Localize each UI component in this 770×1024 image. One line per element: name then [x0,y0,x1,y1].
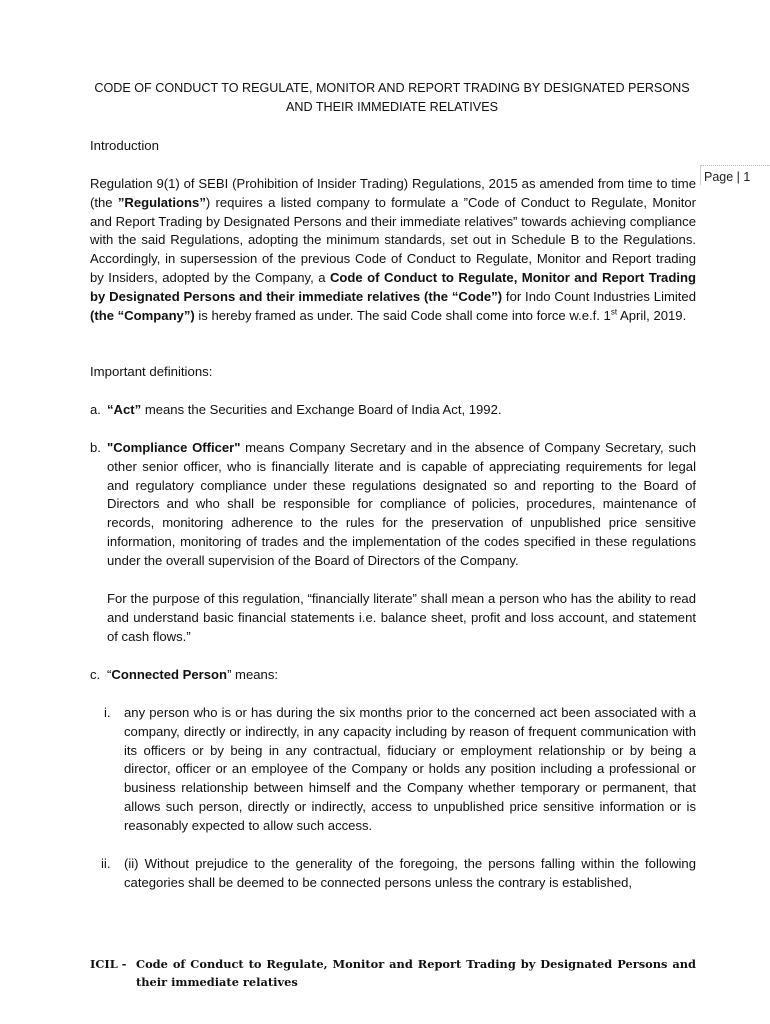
intro-text-4: is hereby framed as under. The said Code shall come into force w.e.f. 1 [194,307,611,323]
introduction-paragraph [90,175,696,325]
definition-b-marker: b. [90,440,101,455]
intro-term-regulations: ”Regulations” [117,194,206,210]
intro-text-3: for Indo Count Industries Limited [502,288,697,304]
intro-text-5: April, 2019. [617,307,687,323]
footer-text: Code of Conduct to Regulate, Monitor and Report Trading by Designated Persons and their immediate relatives [136,957,696,989]
definition-c [107,666,696,685]
definition-a-term: “Act” [107,402,142,417]
definition-c-i: any person who is or has during the six months prior to the concerned act been associated with a company, directly or indirectly, in any capacity including by reason of frequent communication with its officers or by being in any contractual, fiduciary or employment relationship or by being a director, officer or an employee of the Company or holds any position including a professional or business relationship between himself and the Company whether temporary or permanent, that allows such person, directly or indirectly, access to unpublished price sensitive information or is reasonably expected to allow such access. [124,705,696,833]
definition-b-purpose: For the purpose of this regulation, “financially literate” shall mean a person who has the ability to read and understand basic financial statements i.e. balance sheet, profit and loss account, and statement of cash flows.” [107,591,696,644]
intro-superscript: st [610,307,618,317]
footer-label: ICIL - [90,957,127,971]
definition-c-open-quote: “ [107,667,112,682]
definitions-heading: Important definitions: [90,364,213,379]
intro-term-code: Code of Conduct to Regulate, Monitor and Report Trading by Designated Persons and their immediate relatives (the “Code”) [90,269,696,304]
definition-b-term: "Compliance Officer" [107,440,241,455]
title-line-2: AND THEIR IMMEDIATE RELATIVES [285,100,499,114]
page-number-rule [700,165,770,166]
intro-text-1: Regulation 9(1) of SEBI (Prohibition of Insider Trading) Regulations, 2015 as amended from time to time (the [90,176,696,210]
definition-a-text: means the Securities and Exchange Board of India Act, 1992. [141,402,502,417]
definition-a [107,401,696,420]
introduction-heading: Introduction [90,138,159,153]
intro-term-company: (the “Company”) [90,307,195,323]
definition-c-term: Connected Person [111,667,228,682]
page-number: Page | 1 [704,170,751,184]
definition-a-marker: a. [90,402,101,417]
intro-text-2: ) requires a listed company to formulate a ”Code of Conduct to Regulate, Monitor and Report Trading by Designated Persons and their immediate relatives” towards achieving compliance with the said Regulations, adopting the minimum standards, set out in Schedule B to the Regulations. Accordingly, in supersession of the previous Code of Conduct to Regulate, Monitor and Report trading by Insiders, adopted by the Company, a [90,194,697,285]
definition-b [107,439,696,571]
definition-c-ii-marker: ii. [101,856,111,871]
definition-c-ii: (ii) Without prejudice to the generality of the foregoing, the persons falling within the following categories shall be deemed to be connected persons unless the contrary is established, [124,856,696,890]
page-number-divider [700,165,701,185]
definition-c-marker: c. [90,667,101,682]
definition-b-text: means Company Secretary and in the absence of Company Secretary, such other senior officer, who is financially literate and is capable of appreciating requirements for legal and regulatory compliance under these regulations designated so and reporting to the Board of Directors and who shall be responsible for compliance of policies, procedures, maintenance of records, monitoring adherence to the rules for the preservation of unpublished price sensitive information, monitoring of trades and the implementation of the codes specified in these regulations under the overall supervision of the Board of Directors of the Company. [107,440,696,568]
title-line-1: CODE OF CONDUCT TO REGULATE, MONITOR AND REPORT TRADING BY DESIGNATED PERSONS [94,81,690,95]
document-title [72,79,712,117]
definition-c-i-marker: i. [104,705,111,720]
definition-c-text: ” means: [227,667,278,682]
